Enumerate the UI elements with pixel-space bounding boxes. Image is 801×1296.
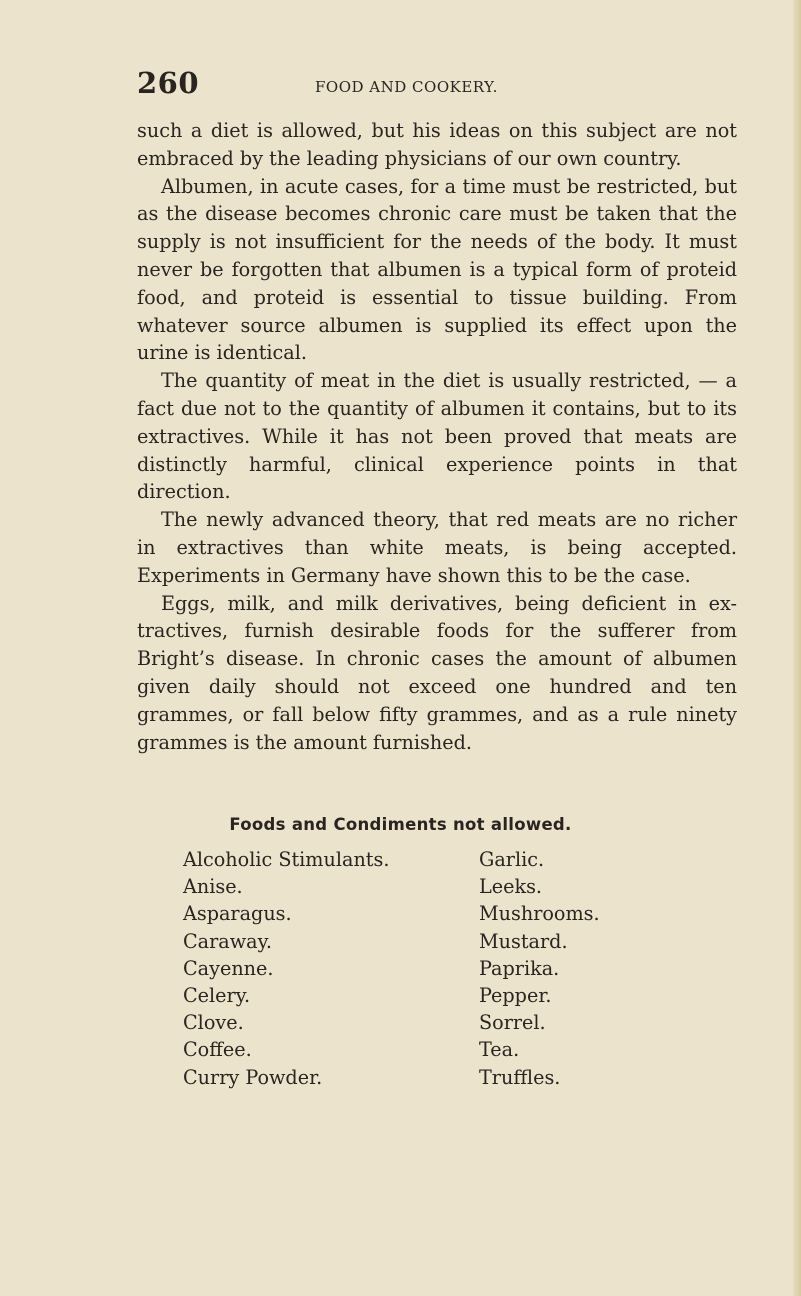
- paragraph: Albumen, in acute cases, for a time must be restricted, but as the disease becomes chronic care must be taken that the supply is not insufficient for the needs of the body. It must never be forgotten that albumen is a typical form of proteid food, and proteid is essential to tissue building. From whatever source albumen is supplied its effect upon the urine is identical.: [137, 174, 737, 365]
- list-item: Mustard.: [479, 929, 568, 953]
- list-item: Paprika.: [479, 956, 560, 980]
- list-item: Coffee.: [183, 1038, 252, 1062]
- page-edge: [793, 0, 801, 1296]
- list-item: Truffles.: [479, 1065, 561, 1089]
- list-item: Asparagus.: [183, 902, 292, 926]
- paragraph: The quantity of meat in the diet is usually restricted, — a fact due not to the quantity of albumen it contains, but to its extractives. While it has not been proved that meats are distinctly harmful, clinical experience points in that direction.: [137, 369, 737, 504]
- paragraph: The newly advanced theory, that red meats are no richer in extractives than white meats, is being accepted. Experiments in Germany have shown this to be the case.: [137, 508, 737, 587]
- list-item: Sorrel.: [479, 1011, 546, 1035]
- paragraph: Eggs, milk, and milk derivatives, being deficient in ex-tractives, furnish desirable foods for the sufferer from Bright’s disease. In chronic cases the amount of albumen given daily should not exceed one hundred and ten grammes, or fall below fifty grammes, and as a rule ninety grammes is the amount furnished.: [137, 591, 737, 754]
- list-item: Pepper.: [479, 984, 552, 1008]
- list-item: Mushrooms.: [479, 902, 600, 926]
- list-item: Leeks.: [479, 875, 543, 899]
- body-text: [137, 117, 737, 756]
- paragraph: such a diet is allowed, but his ideas on this subject are not embraced by the leading physicians of our own country.: [137, 119, 737, 170]
- list-item: Anise.: [183, 875, 243, 899]
- list-item: Curry Powder.: [183, 1065, 323, 1089]
- list-item: Celery.: [183, 984, 251, 1008]
- list-item: Caraway.: [183, 929, 272, 953]
- list-item: Alcoholic Stimulants.: [183, 848, 390, 871]
- running-title: FOOD AND COOKERY.: [315, 78, 498, 96]
- list-column-left: [183, 846, 389, 1091]
- list-item: Garlic.: [479, 848, 545, 871]
- list-item: Tea.: [479, 1038, 520, 1062]
- page-number: 260: [137, 66, 200, 100]
- list-item: Cayenne.: [183, 956, 274, 980]
- list-heading: Foods and Condiments not allowed.: [229, 815, 572, 834]
- page-header: [137, 66, 737, 106]
- list-column-right: [479, 846, 600, 1091]
- list-item: Clove.: [183, 1011, 244, 1035]
